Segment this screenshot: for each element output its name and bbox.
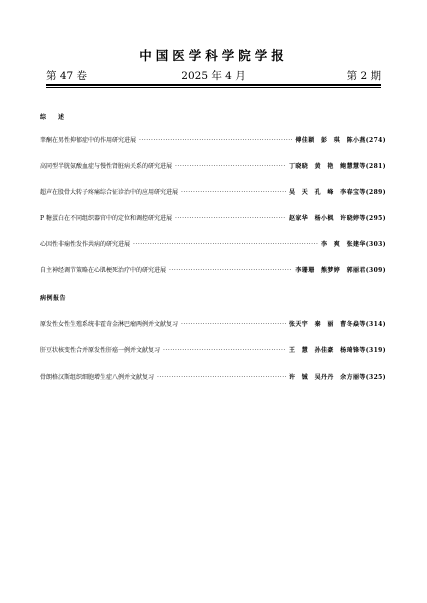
leader-dots	[163, 346, 286, 356]
leader-dots	[169, 266, 292, 276]
entry-authors: 李 爽 张建华(303)	[320, 241, 386, 248]
section-heading-review: 综 述	[40, 114, 68, 121]
leader-dots	[139, 136, 292, 146]
entry-title: 骨朗格汉斯组织细胞增生症八例并文献复习	[40, 374, 155, 381]
section-heading-case-reports: 病例报告	[40, 295, 67, 302]
leader-dots	[175, 214, 286, 224]
toc-entry[interactable]	[40, 214, 386, 224]
entry-authors: 李珊珊 熊梦婷 郭丽君(309)	[295, 267, 386, 274]
entry-title: 睾酮在男性抑郁症中的作用研究进展	[40, 137, 137, 144]
toc-entry[interactable]	[40, 266, 386, 276]
toc-entry[interactable]	[40, 346, 386, 356]
volume-label: 第 47 卷	[46, 70, 88, 82]
leader-dots	[157, 373, 286, 383]
leader-dots	[133, 240, 318, 250]
entry-authors: 傅佳颖 彭 琪 陈小燕(274)	[295, 137, 386, 144]
entry-title: 心因性非痫性发作共病的研究进展	[40, 241, 131, 248]
toc-entry[interactable]	[40, 136, 386, 146]
entry-title: 自主神经调节策略在心肌梗死治疗中的研究进展	[40, 267, 167, 274]
entry-authors: 吴 天 孔 峰 李春宝等(289)	[288, 189, 386, 196]
entry-title: 超声在股骨大转子疼痛综合征诊治中的应用研究进展	[40, 189, 179, 196]
entry-authors: 赵家华 杨小枫 许晓婷等(295)	[288, 215, 386, 222]
toc-entry[interactable]	[40, 320, 386, 330]
leader-dots	[181, 188, 286, 198]
issue-date: 2025 年 4 月	[181, 70, 246, 82]
toc-entry[interactable]	[40, 373, 386, 383]
issue-info-line	[46, 68, 381, 82]
entry-authors: 丁晓晓 黄 艳 鲍慧慧等(281)	[288, 163, 386, 170]
header-rule-thin	[46, 87, 381, 88]
entry-title: P 糖蛋白在不同组织器官中的定位和调控研究进展	[40, 215, 172, 222]
entry-title: 肝豆状核变性合并原发性肝癌一例并文献复习	[40, 347, 161, 354]
entry-authors: 王 慧 孙佳豪 杨琦锋等(319)	[288, 347, 386, 354]
toc-entry[interactable]	[40, 188, 386, 198]
entry-title: 原发性女性生殖系统非霍奇金淋巴瘤两例并文献复习	[40, 321, 179, 328]
entry-authors: 张天宇 秦 丽 曹冬焱等(314)	[288, 321, 386, 328]
issue-number: 第 2 期	[346, 70, 381, 82]
toc-entry[interactable]	[40, 240, 386, 250]
toc-entry[interactable]	[40, 162, 386, 172]
entry-title: 高同型半胱氨酸血症与慢性肾脏病关系的研究进展	[40, 163, 173, 170]
journal-title: 中国医学科学院学报	[139, 48, 288, 63]
leader-dots	[181, 320, 286, 330]
header-rule-thick	[46, 84, 381, 86]
leader-dots	[175, 162, 286, 172]
entry-authors: 许 铖 吴丹丹 余方丽等(325)	[288, 374, 386, 381]
